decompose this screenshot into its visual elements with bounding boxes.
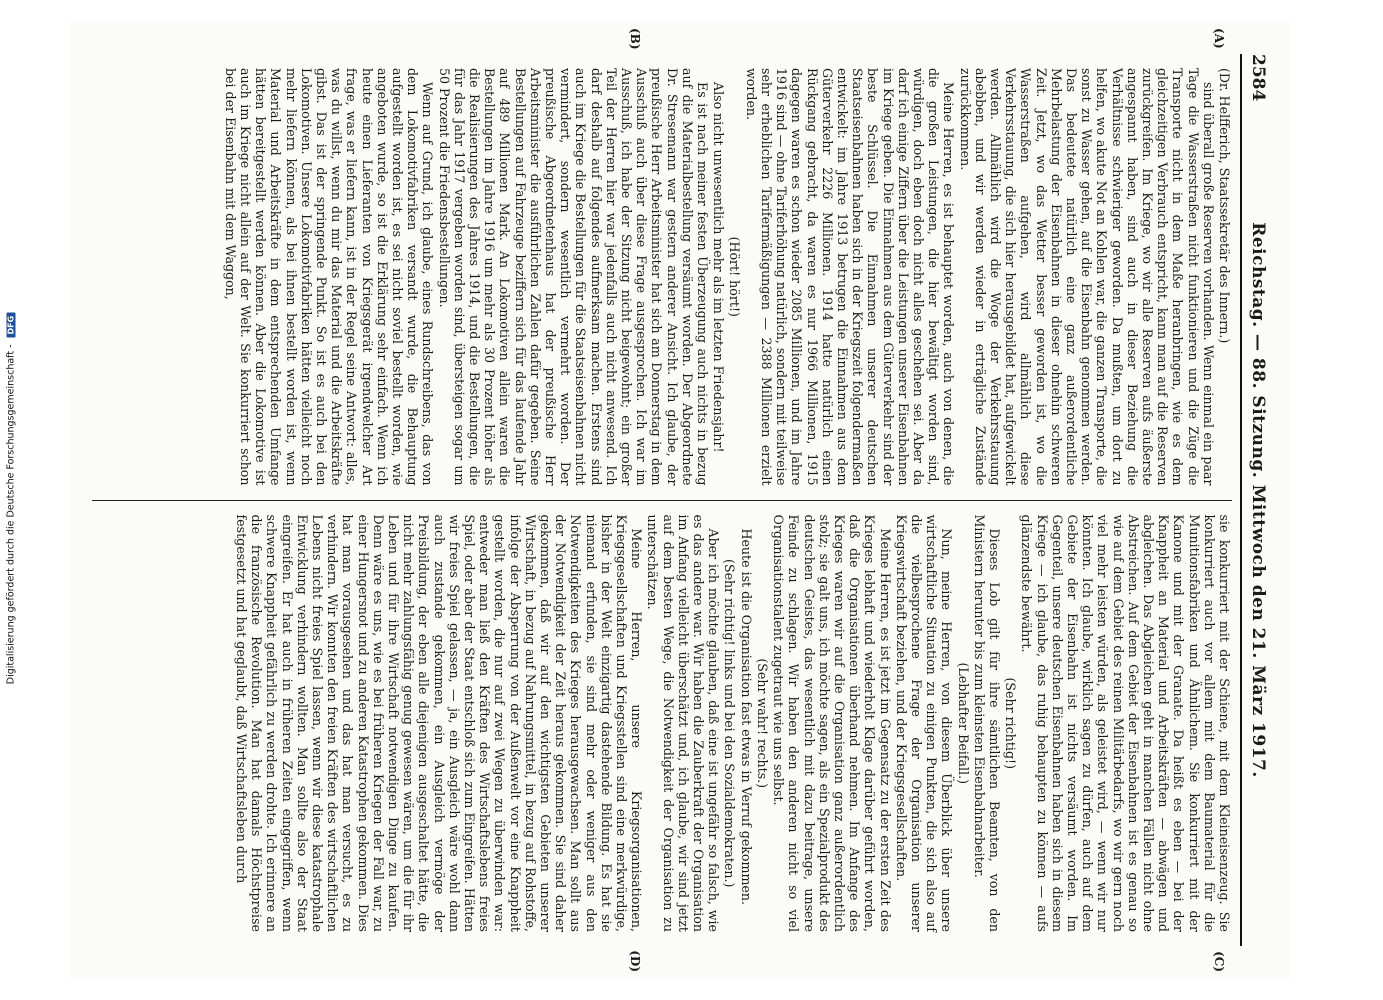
paragraph: Meine Herren, unsere Kriegsorganisationen, Kriegsgesellschaften und Kriegsstellen sind eine merkwürdige, bisher in der Welt einzigartig dastehende Bildung. Es hat sie niemand erfunden, sie sind mehr oder weniger aus den Notwendigkeiten des Krieges herausgewachsen. Man sollt aus der Notwendigkeit der Zeit heraus gekommen. Sie sind daher gekommen, daß wir auf den wichtigsten Gebieten unserer Wirtschaft, in bezug auf Nahrungsmittel, in bezug auf Rohstoffe, infolge der Absperrung von der Außenwelt vor eine Knappheit gestellt worden, die nur auf zwei Wegen zu überwinden war: entweder man ließ den Kräften des Wirtschaftslebens freies Spiel, oder aber der Staat entschloß sich zum Eingreifen. Hätten wir freies Spiel gelassen, — ja, ein Ausgleich wäre wohl dann auch zustande gekommen, ein Ausgleich vermöge der Preisbildung, der eben alle diejenigen ausgeschaltet hätte, die nicht mehr zahlungsfähig genug gewesen wären, um die für ihr Leben und für ihre Wirtschaft notwendigen Dinge zu kaufen. Denn wäre es uns, wie es bei früheren Kriegen der Fall war, zu einer Hungersnot und zu anderen Katastrophen gekommen. Dies hat man vorausgesehen und das hat man versucht, es zu verhindern. Wir konnten den freien Kräften des wirtschaftlichen Lebens nicht freies Spiel lassen, wenn wir diese katastrophale Entwicklung verhindern wollten. Man sollte also der Staat eingreifen. Er hat auch in früheren Zeiten eingegriffen, wenn schwere Knappheit gefährlich zu werden drohte. Ich erinnere an die französische Revolution. Man hat damals Höchstpreise festgesetzt und hat geglaubt, daß Wirtschaftsleben durch xyxy=(234,514,645,932)
paragraph: Meine Herren, es ist behauptet worden, auch von denen, die die großen Leistungen, die hier bewältigt worden sind, würdigen, doch eben doch nicht alles geschehen sei. Aber da darf ich einige Ziffern über die Leistungen unserer Eisenbahnen im Kriege geben. Die Einnahmen aus dem Güterverkehr sind der beste Schlüssel. Die Einnahmen unserer deutschen Staatseisenbahnen haben sich in der Kriegszeit folgendermaßen entwickelt: im Jahre 1913 betrugen die Einnahmen aus dem Güterverkehr 2226 Millionen. 1914 hatte natürlich einen Rückgang gebracht, da waren es nur 1966 Millionen, 1915 dagegen waren es schon wieder 2085 Millionen, und im Jahre 1916 sind — ohne Tariferhöhung natürlich, sondern mit teilweise sehr erheblichen Tarifermäßigungen — 2388 Millionen erzielt worden. xyxy=(743,68,957,486)
paragraph: Wenn auf Grund, ich glaube, eines Rundschreibens, das von dem Lokomotivfabriken versandt wurde, die Behauptung aufgestellt worden ist, es sei nicht soviel bestellt worden, wie angeboten wurde, so ist die Erklärung sehr einfach. Wenn ich heute einen Lieferanten von Kriegsgerät irgendwelcher Art frage, was er liefern kann, ist in der Regel seine Antwort: alles, was du willst, wenn du mir das Material und die Arbeitskräfte gibst. Das ist der springende Punkt. So ist es auch bei den Lokomotiven. Unsere Lokomotivfabriken hätten vielleicht noch mehr liefern können, als bei ihnen bestellt worden ist, wenn Material und Arbeitskräfte in dem entsprechenden Umfange hätten bereitgestellt werden können. Aber die Lokomotive ist auch im Kriege nicht allein auf der Welt. Sie konkurriert schon bei der Eisenbahn mit dem Waggon, xyxy=(222,68,436,486)
interjection: (Lebhafter Beifall.) xyxy=(955,662,971,784)
paragraph: Meine Herren, es ist jetzt im Gegensatz zu der ersten Zeit des Krieges lebhaft und wiederholt Klage darüber geführt worden, daß die Organisationen überhand nehmen. Im Anfange des Krieges waren wir auf die Organisation ganz außerordentlich stolz; sie galt uns, ich möchte sagen, als ein Spezialprodukt des deutschen Geistes, das wesentlich mit dazu beitrage, unsere Feinde zu schlagen. Wir haben den anderen nicht so viel Organisationstalent zugetraut wie uns selbst. xyxy=(771,514,893,932)
paragraph: Heute ist die Organisation fast etwas in Verruf gekommen. xyxy=(738,528,754,905)
paragraph: sie konkurriert mit der Schiene, mit dem Kleineisenzeug. Sie konkurriert auch vor allem mit dem Baumaterial für die Munitionsfabriken und Ähnlichem. Sie konkurriert mit der Kanone und mit der Granate. Da heißt es eben — bei der Knappheit an Material und Arbeitskräften — abwägen und abgleichen. Das Abgleichen geht in manchen Fällen nicht ohne Abstreichen. Auf dem Gebiet der Eisenbahnen ist es genau so wie auf dem Gebiet des reinen Militärbedarfs, wo wir gern noch viel mehr leisten würden, als geleistet wird, — wenn wir nur könnten. Ich glaube, wirklich sagen zu dürfen, auch auf dem Gebiete der Eisenbahn ist nichts versäumt worden. Im Gegenteil, unsere deutschen Eisenbahnen haben sich in diesem Kriege — ich glaube, das ruhig behaupten zu können — aufs glänzendste bewährt. xyxy=(1019,514,1232,932)
credit-text: Digitalisierung gefördert durch die Deutsche Forschungsgemeinschaft - xyxy=(5,344,17,685)
page-number: 2584 xyxy=(1248,54,1268,102)
digitization-credit xyxy=(6,9,17,989)
paragraph: Aber ich möchte glauben, daß eine ist ungefähr so falsch, wie es das andere war. Wir haben die Zauberkraft der Organisation im Anfang vielleicht überschätzt und, ich glaube, wir sind jetzt auf dem besten Wege, die Notwendigkeit der Organisation zu unterschätzen. xyxy=(645,514,722,932)
paragraph: Also nicht unwesentlich mehr als im letzten Friedensjahr! xyxy=(711,82,727,453)
running-head: Reichstag. — 88. Sitzung. Mittwoch den 21. März 1917. xyxy=(1248,222,1268,778)
paragraph: sind überall große Reserven vorhanden. Wenn einmal ein paar Tage die Wasserstraßen nicht funktionieren und die Züge die Transporte nicht in dem Maße heranbringen, wie es dem gleichzeitigen Verbrauch entspricht, kann man auf die Reserven zurückgreifen. Im Kriege, wo wir alle Reserven aufs äußerste angespannt haben, sind auch in dieser Beziehung die Verhältnisse schwieriger geworden. Da mußten, um dort zu helfen, wo akute Not an Kohlen war, die ganzen Transporte, die sonst zu Wasser gehen, auf die Eisenbahn genommen werden. Das bedeutete natürlich eine ganz außerordentliche Mehrbelastung der Eisenbahnen in dieser ohnehin schweren Zeit. Jetzt, wo das Wetter besser geworden ist, wo die Wasserstraßen aufgehen, wird allmählich diese Verkehrsstauung, die sich hier herausgebildet hat, aufgewickelt werden. Allmählich wird die Woge der Verkehrsstauung abebben, und wir werden wieder in erträgliche Zustände zurückkommen. xyxy=(957,68,1216,486)
margin-marker-c: (C) xyxy=(1212,951,1226,972)
dfg-logo-icon: DFG xyxy=(7,313,16,338)
right-column xyxy=(92,501,1232,972)
interjection: (Hört! hört!) xyxy=(727,236,743,317)
paragraph: Dieses Lob gilt für ihre sämtlichen Beamten, von den Ministern herunter bis zum kleinsten Eisenbahnarbeiter. xyxy=(971,514,1002,932)
text-columns xyxy=(92,28,1232,972)
rotated-newspaper-page xyxy=(70,20,1290,980)
paragraph: Es ist nach meiner festen Überzeugung auch nichts in bezug auf die Materialbestellung versäumt worden. Der Abgeordnete Dr. Stresemann war gestern anderer Ansicht. Ich glaube, der preußische Herr Arbeitsminister hat sich am Donnerstag in dem Ausschuß auch über diese Frage ausgesprochen. Ich war im Ausschuß, ich habe der Sitzung nicht beigewohnt; ein großer Teil der Herren hier war jedenfalls auch nicht anwesend. Ich darf deshalb auf folgendes aufmerksam machen. Erstens sind auch im Kriege die Bestellungen für die Staatseisenbahnen nicht vermindert, sondern wesentlich vermehrt worden. Der preußische Abgeordnetenhaus hat der preußische Herr Arbeitsminister die ausführlichen Zahlen dafür gegeben. Seine Bestellungen auf Fahrzeuge beziffern sich für das laufende Jahr auf 489 Millionen Mark. An Lokomotiven allein waren die Bestellungen im Jahre 1916 um mehr als 30 Prozent höher als die Realisierungen des Jahres 1914, und die Bestellungen, die für das Jahr 1917 vergeben worden sind, übersteigen sogar um 50 Prozent die Friedensbestellungen. xyxy=(436,68,711,486)
speaker-line: (Dr. Helfferich, Staatssekretär des Innern.) xyxy=(1217,68,1232,344)
margin-marker-a: (A) xyxy=(1212,28,1226,49)
paragraph: Nun, meine Herren, von diesem Überblick über unsere wirtschaftliche Situation zu einigen Punkten, die sich also auf die vielbesprochene Frage der Organisation unserer Kriegswirtschaft beziehen, und der Kriegsgesellschaften. xyxy=(893,514,955,932)
interjection: (Sehr richtig!) xyxy=(1003,677,1019,769)
interjection: (Sehr richtig! links und bei den Sozialdemokraten.) xyxy=(722,559,738,888)
margin-marker-d: (D) xyxy=(628,950,642,972)
footer-strip xyxy=(0,0,22,1000)
margin-marker-b: (B) xyxy=(628,28,642,50)
left-column xyxy=(92,28,1232,500)
interjection: (Sehr wahr! rechts.) xyxy=(754,658,770,789)
page-header xyxy=(1240,54,1272,946)
